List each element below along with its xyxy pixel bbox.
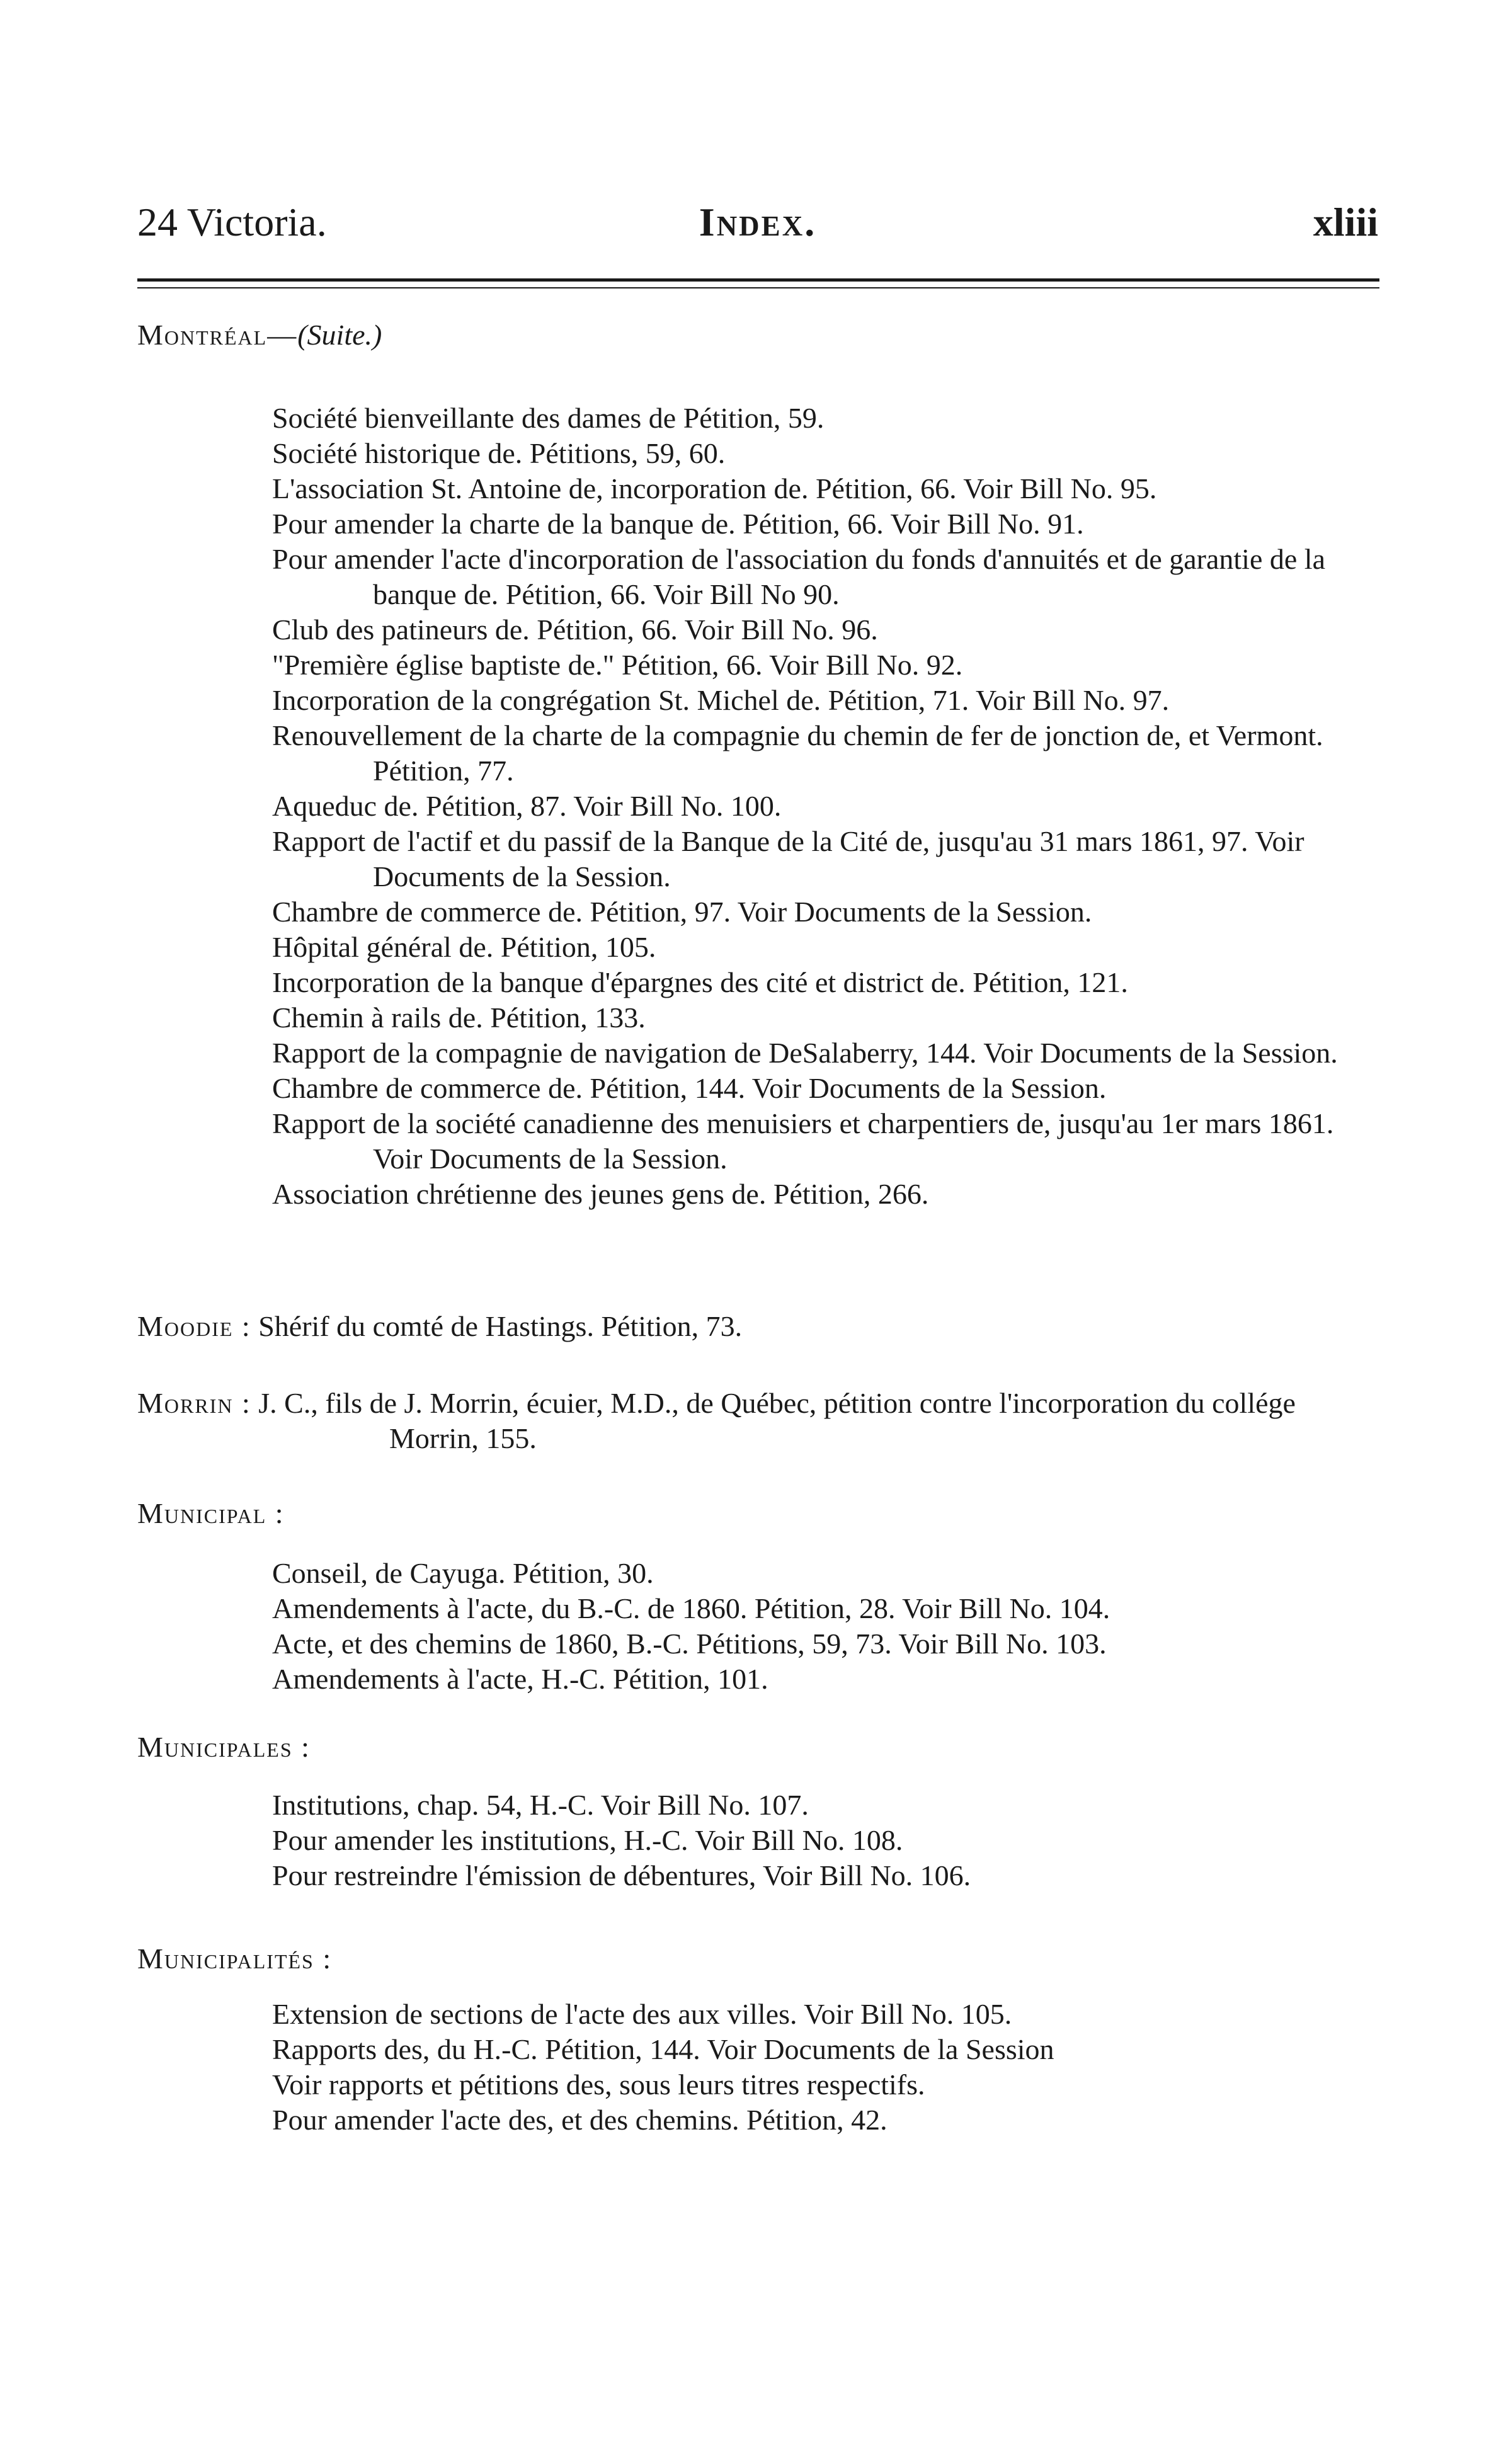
index-entry: Incorporation de la banque d'épargnes des cité et district de. Pétition, 121. [272, 966, 1128, 998]
index-entry: Amendements à l'acte, H.-C. Pétition, 101. [272, 1663, 768, 1695]
index-entry: Pour amender la charte de la banque de. Pétition, 66. Voir Bill No. 91. [272, 508, 1084, 540]
index-entry: Pour amender les institutions, H.-C. Voir Bill No. 108. [272, 1824, 903, 1856]
index-entry: Conseil, de Cayuga. Pétition, 30. [272, 1557, 654, 1589]
section-heading-montreal [137, 318, 382, 351]
index-entry: Voir rapports et pétitions des, sous leurs titres respectifs. [272, 2068, 925, 2101]
index-entry: "Première église baptiste de." Pétition, 66. Voir Bill No. 92. [272, 649, 963, 681]
index-entry: L'association St. Antoine de, incorporation de. Pétition, 66. Voir Bill No. 95. [272, 472, 1157, 505]
index-entry: Amendements à l'acte, du B.-C. de 1860. Pétition, 28. Voir Bill No. 104. [272, 1592, 1110, 1624]
index-entry: Société historique de. Pétitions, 59, 60. [272, 437, 726, 469]
section-heading-municipal: Municipal : [137, 1497, 285, 1529]
section-heading-municipales: Municipales : [137, 1731, 311, 1763]
running-header [137, 199, 1378, 249]
index-entry: Société bienveillante des dames de Pétition, 59. [272, 402, 825, 434]
index-entry: Aqueduc de. Pétition, 87. Voir Bill No. 100. [272, 790, 782, 822]
index-entry: Pour restreindre l'émission de débentures, Voir Bill No. 106. [272, 1859, 971, 1891]
header-rule-thick [137, 278, 1379, 282]
index-entry: Club des patineurs de. Pétition, 66. Voir Bill No. 96. [272, 613, 878, 646]
index-entry: Rapport de la société canadienne des menuisiers et charpentiers de, jusqu'au 1er mars 1861. Voir Documents de la Session. [272, 1107, 1334, 1175]
header-left: 24 Victoria. [137, 200, 327, 244]
index-entry: Renouvellement de la charte de la compagnie du chemin de fer de jonction de, et Vermont. Pétition, 77. [272, 719, 1323, 787]
index-entry: Rapport de l'actif et du passif de la Banque de la Cité de, jusqu'au 31 mars 1861, 97. Voir Documents de la Session. [272, 825, 1304, 893]
index-entry: Rapport de la compagnie de navigation de DeSalaberry, 144. Voir Documents de la Session. [272, 1037, 1338, 1069]
index-entry: Extension de sections de l'acte des aux villes. Voir Bill No. 105. [272, 1998, 1012, 2030]
heading-suite: (Suite.) [297, 319, 382, 351]
entry-text: J. C., fils de J. Morrin, écuier, M.D., de Québec, pétition contre l'incorporation du collége Morrin, 155. [258, 1387, 1296, 1454]
municipalites-entries [272, 1997, 1374, 2138]
index-entry: Hôpital général de. Pétition, 105. [272, 931, 656, 963]
index-entry: Chambre de commerce de. Pétition, 144. Voir Documents de la Session. [272, 1072, 1107, 1104]
index-entry: Pour amender l'acte d'incorporation de l'association du fonds d'annuités et de garantie de la banque de. Pétition, 66. Voir Bill No 90. [272, 543, 1325, 610]
index-entry: Incorporation de la congrégation St. Michel de. Pétition, 71. Voir Bill No. 97. [272, 684, 1170, 716]
index-entry-moodie [137, 1309, 1378, 1344]
index-entry: Chemin à rails de. Pétition, 133. [272, 1001, 646, 1034]
entry-text: Shérif du comté de Hastings. Pétition, 73. [258, 1310, 743, 1342]
entry-name: Morrin : [137, 1387, 251, 1419]
section-heading-municipalites: Municipalités : [137, 1942, 333, 1975]
page-number: xliii [1313, 200, 1378, 244]
index-entry: Rapports des, du H.-C. Pétition, 144. Voir Documents de la Session [272, 2033, 1054, 2065]
heading-text: Montréal— [137, 319, 298, 351]
index-entry: Pour amender l'acte des, et des chemins. Pétition, 42. [272, 2104, 887, 2136]
index-entry: Association chrétienne des jeunes gens de. Pétition, 266. [272, 1178, 929, 1210]
entry-name: Moodie : [137, 1310, 251, 1342]
index-entry: Chambre de commerce de. Pétition, 97. Voir Documents de la Session. [272, 896, 1092, 928]
municipales-entries [272, 1788, 1374, 1893]
municipal-entries [272, 1556, 1374, 1697]
montreal-entries [272, 401, 1374, 1212]
index-entry: Acte, et des chemins de 1860, B.-C. Pétitions, 59, 73. Voir Bill No. 103. [272, 1628, 1107, 1660]
index-entry-morrin [137, 1386, 1378, 1456]
index-entry: Institutions, chap. 54, H.-C. Voir Bill No. 107. [272, 1789, 809, 1821]
header-rule-thin [137, 287, 1379, 288]
header-title: Index. [699, 200, 817, 244]
